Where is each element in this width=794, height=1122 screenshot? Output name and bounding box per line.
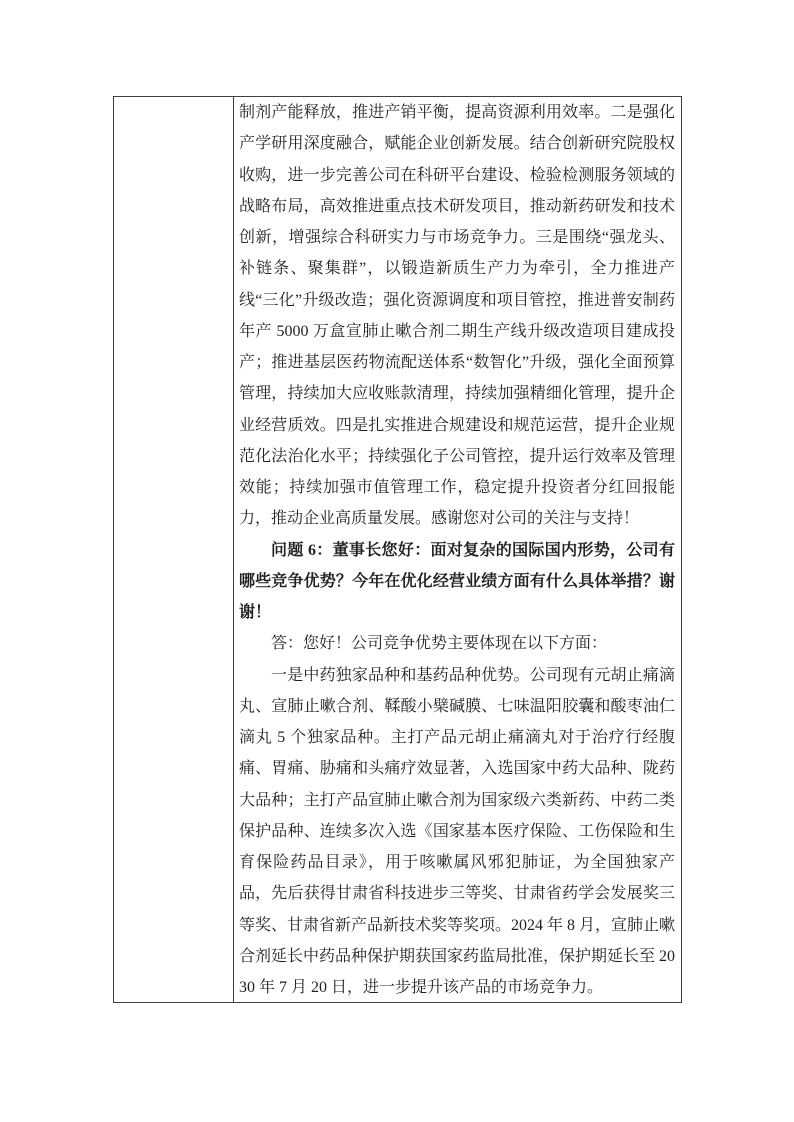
table-label-cell-empty: [114, 97, 234, 1002]
table-content-cell: [234, 97, 681, 1002]
paragraph-question-6: 问题 6：董事长您好：面对复杂的国际国内形势，公司有哪些竞争优势？今年在优化经营业绩方面有什么具体举措？谢谢！: [239, 541, 675, 621]
paragraph-answer6-advantage-1: 一是中药独家品种和基药品种优势。公司现有元胡止痛滴丸、宣肺止嗽合剂、鞣酸小檗碱膜、七味温阳胶囊和酸枣油仁滴丸 5 个独家品种。主打产品元胡止痛滴丸对于治疗行经腹痛、胃痛、胁痛和头痛疗效显著，入选国家中药大品种、陇药大品种；主打产品宣肺止嗽合剂为国家级六类新药、中药二类保护品种、连续多次入选《国家基本医疗保险、工伤保险和生育保险药品目录》，用于咳嗽属风邪犯肺证，为全国独家产品，先后获得甘肃省科技进步三等奖、甘肃省药学会发展奖三等奖、甘肃省新产品新技术奖等奖项。2024 年 8 月，宣肺止嗽合剂延长中药品种保护期获国家药监局批准，保护期延长至 2030 年 7 月 20 日，进一步提升该产品的市场竞争力。: [239, 666, 676, 996]
paragraph-answer5-continuation: 制剂产能释放，推进产销平衡，提高资源利用效率。二是强化产学研用深度融合，赋能企业创新发展。结合创新研究院股权收购，进一步完善公司在科研平台建设、检验检测服务领域的战略布局，高效推进重点技术研发项目，推动新药研发和技术创新，增强综合科研实力与市场竞争力。三是围绕“强龙头、补链条、聚集群”，以锻造新质生产力为牵引，全力推进产线“三化”升级改造；强化资源调度和项目管控，推进普安制药年产 5000 万盒宣肺止嗽合剂二期生产线升级改造项目建成投产；推进基层医药物流配送体系“数智化”升级，强化全面预算管理，持续加大应收账款清理，持续加强精细化管理，提升企业经营质效。四是扎实推进合规建设和规范运营，提升企业规范化法治化水平；持续强化子公司管控，提升运行效率及管理效能；持续加强市值管理工作，稳定提升投资者分红回报能力，推动企业高质量发展。感谢您对公司的关注与支持！: [239, 104, 675, 528]
qa-record-table: [113, 96, 682, 1003]
paragraph-answer6-intro: 答：您好！公司竞争优势主要体现在以下方面：: [271, 635, 608, 653]
